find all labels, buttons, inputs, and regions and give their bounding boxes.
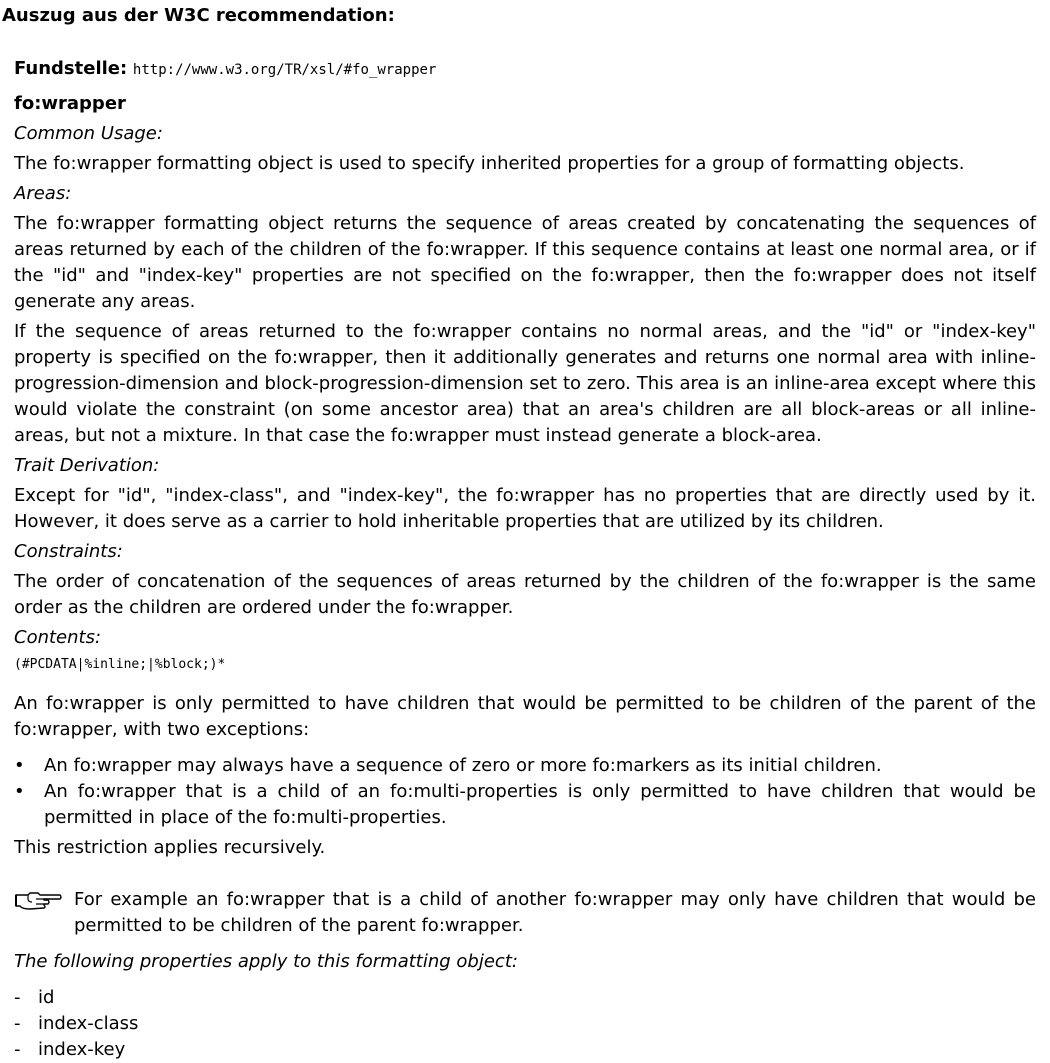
dash-marker: - (14, 987, 21, 1008)
constraints-text: The order of concatenation of the sequences of areas returned by the children of the fo:wrapper is the same order as the children are ordered under the fo:wrapper. (14, 571, 1036, 618)
note-text: For example an fo:wrapper that is a child of another fo:wrapper may only have children that would be permitted to be children of the parent fo:wrapper. (74, 889, 1036, 936)
areas-paragraph-1: The fo:wrapper formatting object returns the sequence of areas created by concatenating the sequences of areas returned by each of the children of the fo:wrapper. If this sequence contains at least one normal area, or if the "id" and "index-key" properties are not specified on the fo:wrapper, then the fo:wrapper does not itself generate any areas. (14, 213, 1036, 312)
source-url[interactable]: http://www.w3.org/TR/xsl/#fo_wrapper (132, 62, 437, 78)
bullet-marker: • (14, 781, 25, 802)
exceptions-list (14, 753, 1036, 831)
list-item (14, 985, 1036, 1011)
properties-intro: The following properties apply to this formatting object: (14, 951, 518, 972)
list-item-text: An fo:wrapper that is a child of an fo:multi-properties is only permitted to have children that would be permitted in place of the fo:multi-properties. (44, 781, 1036, 828)
property-name: id (38, 987, 55, 1008)
trait-derivation-heading: Trait Derivation: (14, 455, 160, 476)
bullet-marker: • (14, 755, 25, 776)
trait-derivation-text: Except for "id", "index-class", and "index-key", the fo:wrapper has no properties that are directly used by it. However, it does serve as a carrier to hold inheritable properties that are utilized by its children. (14, 485, 1036, 532)
page-heading: Auszug aus der W3C recommendation: (2, 5, 395, 26)
contents-heading: Contents: (14, 627, 102, 648)
areas-paragraph-2: If the sequence of areas returned to the fo:wrapper contains no normal areas, and the "id" or "index-key" property is specified on the fo:wrapper, then it additionally generates and returns one normal area with inline-progression-dimension and block-progression-dimension set to zero. This area is an inline-area except where this would violate the constraint (on some ancestor area) that an area's children are all block-areas or all inline-areas, but not a mixture. In that case the fo:wrapper must instead generate a block-area. (14, 321, 1036, 446)
common-usage-heading: Common Usage: (14, 123, 163, 144)
common-usage-text: The fo:wrapper formatting object is used to specify inherited properties for a group of formatting objects. (14, 153, 965, 174)
source-label: Fundstelle: (14, 58, 128, 79)
properties-list (14, 985, 1036, 1063)
property-name: index-class (38, 1013, 139, 1034)
contents-intro: An fo:wrapper is only permitted to have children that would be permitted to be children of the parent of the fo:wrapper, with two exceptions: (14, 693, 1036, 740)
spec-excerpt (14, 56, 1036, 1063)
constraints-heading: Constraints: (14, 541, 123, 562)
list-item (14, 779, 1036, 831)
list-item (14, 1037, 1036, 1063)
pointing-hand-icon (14, 889, 62, 911)
source-reference (14, 56, 1036, 83)
list-item-text: An fo:wrapper may always have a sequence of zero or more fo:markers as its initial children. (44, 755, 882, 776)
list-item (14, 753, 1036, 779)
list-item (14, 1011, 1036, 1037)
dash-marker: - (14, 1039, 21, 1060)
property-name: index-key (38, 1039, 126, 1060)
element-title: fo:wrapper (14, 93, 126, 114)
content-model: (#PCDATA|%inline;|%block;)* (14, 657, 226, 672)
areas-heading: Areas: (14, 183, 72, 204)
dash-marker: - (14, 1013, 21, 1034)
note (14, 887, 1036, 939)
restriction-text: This restriction applies recursively. (14, 837, 326, 858)
